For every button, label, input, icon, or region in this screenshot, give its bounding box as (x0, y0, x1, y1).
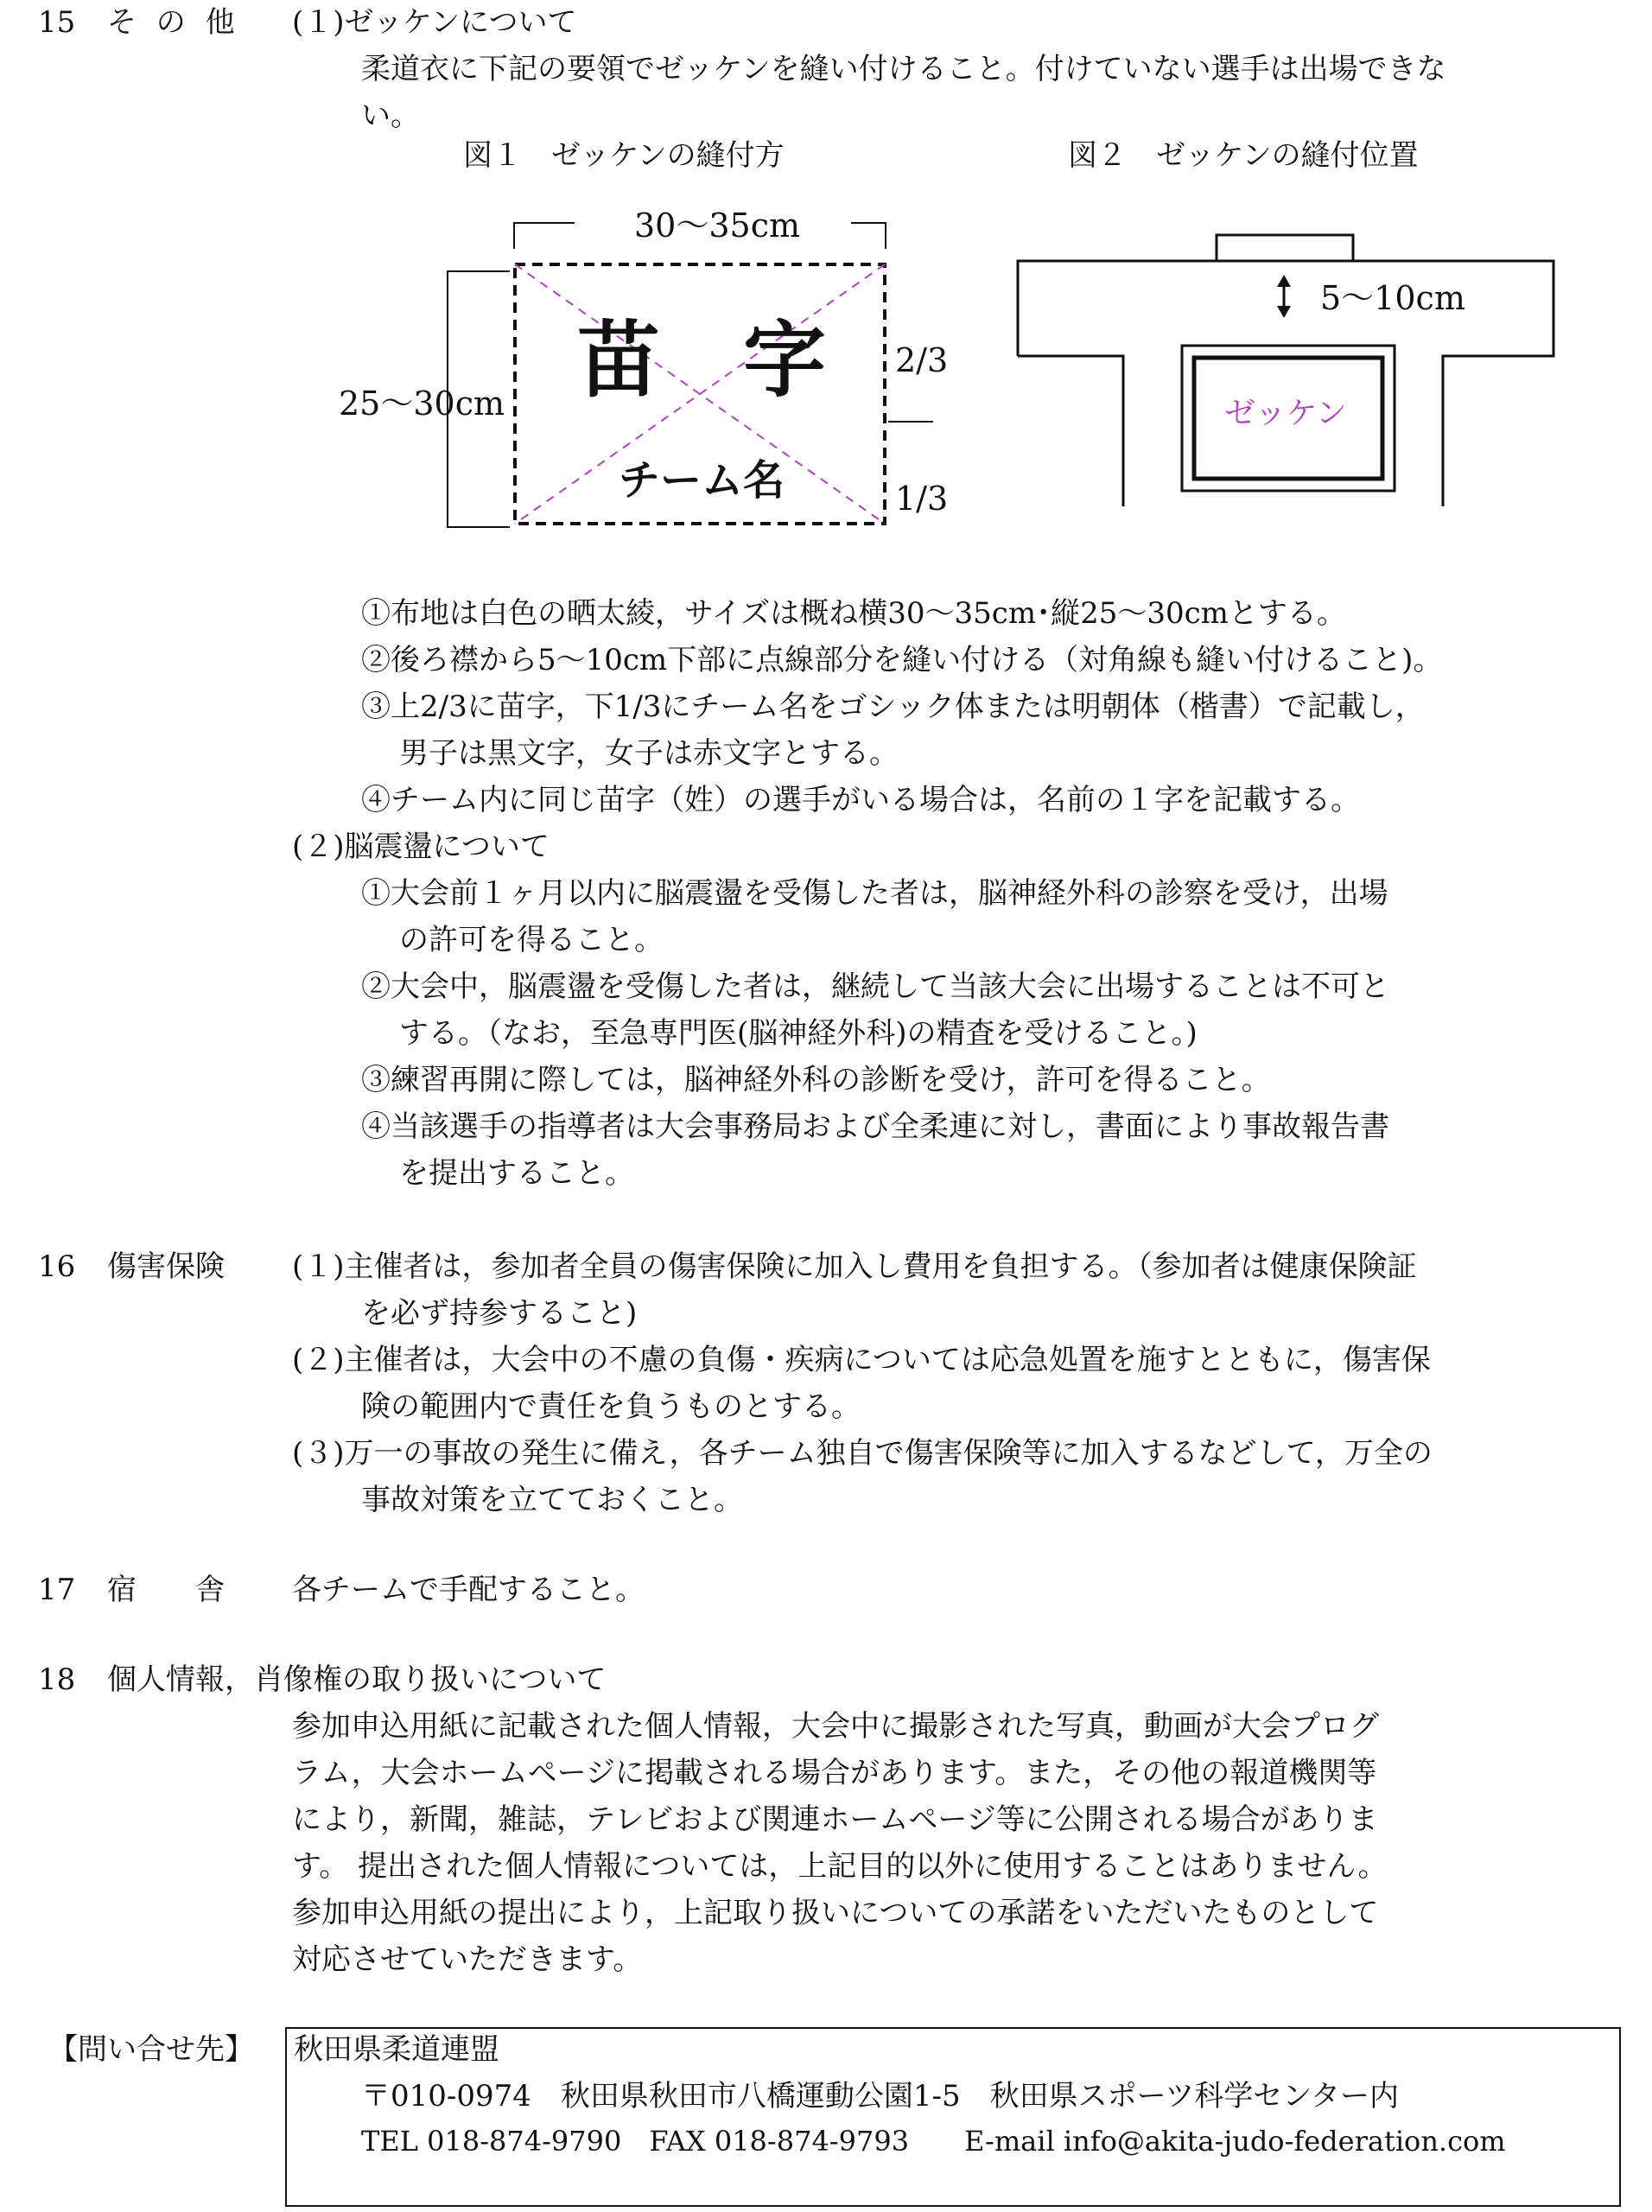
insurance-line-4: 険の範囲内で責任を負うものとする。 (361, 1389, 861, 1424)
zekken-item-3: ③上2/3に苗字，下1/3にチーム名をゴシック体または明朝体（楷書）で記載し， (361, 690, 1425, 724)
figure-2-caption: 図２ ゼッケンの縫付位置 (1068, 138, 1419, 173)
section-15-number: 15 (38, 5, 76, 40)
privacy-line-1: 参加申込用紙に記載された個人情報，大会中に撮影された写真，動画が大会プログ (292, 1709, 1379, 1744)
concussion-item-1: ①大会前１ヶ月以内に脳震盪を受傷した者は，脳神経外科の診察を受け，出場 (361, 876, 1388, 911)
zekken-item-4: ④チーム内に同じ苗字（姓）の選手がいる場合は，名前の１字を記載する。 (361, 783, 1360, 817)
lower-ratio: 1/3 (895, 480, 949, 518)
figure-1-caption: 図１ ゼッケンの縫付方 (463, 138, 785, 173)
concussion-item-1-cont: の許可を得ること。 (399, 923, 664, 957)
privacy-line-2: ラム，大会ホームページに掲載される場合があります。また，その他の報道機関等 (292, 1756, 1377, 1790)
insurance-line-2: を必ず持参すること) (361, 1296, 638, 1331)
width-bracket-right (851, 223, 886, 249)
zekken-item-3-cont: 男子は黒文字，女子は赤文字とする。 (399, 736, 899, 771)
contact-org: 秋田県柔道連盟 (294, 2032, 499, 2067)
section-15-intro-line-2: い。 (361, 99, 420, 133)
contact-label: 【問い合せ先】 (48, 2032, 254, 2067)
section-15-title: そ の 他 (107, 5, 240, 40)
shirt-outline (1018, 261, 1554, 506)
insurance-line-1: (１)主催者は，参加者全員の傷害保険に加入し費用を負担する。（参加者は健康保険証 (292, 1249, 1417, 1284)
gap-arrow-head-down (1277, 306, 1291, 318)
height-label: 25～30cm (339, 385, 505, 423)
concussion-item-4-cont: を提出すること。 (399, 1156, 634, 1191)
insurance-line-5: (３)万一の事故の発生に備え，各チーム独自で傷害保険等に加入するなどして，万全の (292, 1436, 1433, 1471)
shirt-outline-left (1018, 356, 1123, 506)
width-label: 30～35cm (633, 207, 801, 245)
concussion-item-3: ③練習再開に際しては，脳神経外科の診断を受け，許可を得ること。 (361, 1063, 1271, 1097)
zekken-item-1: ①布地は白色の晒太綾，サイズは概ね横30～35cm･縦25～30cmとする。 (361, 596, 1346, 631)
section-15-sub-1: (１)ゼッケンについて (292, 5, 577, 40)
width-bracket (514, 223, 575, 249)
section-17-title: 宿 舎 (107, 1573, 225, 1607)
section-15-intro-line-1: 柔道衣に下記の要領でゼッケンを縫い付けること。付けていない選手は出場できな (361, 52, 1446, 86)
concussion-item-2: ②大会中，脳震盪を受傷した者は，継続して当該大会に出場することは不可と (361, 969, 1389, 1004)
upper-ratio: 2/3 (895, 341, 949, 379)
gap-label: 5～10cm (1320, 279, 1465, 317)
collar-outline (1217, 235, 1353, 261)
privacy-line-6: 対応させていただきます。 (292, 1942, 643, 1977)
figure-2-diagram (1002, 207, 1573, 536)
bib-team-text: チーム名 (618, 456, 785, 505)
section-18-title: 個人情報，肖像権の取り扱いについて (107, 1662, 607, 1697)
figure-1-diagram (328, 199, 968, 544)
insurance-line-3: (２)主催者は，大会中の不慮の負傷・疾病については応急処置を施すとともに，傷害保 (292, 1343, 1431, 1377)
contact-address: 〒010-0974 秋田県秋田市八橋運動公園1-5 秋田県スポーツ科学センター内 (361, 2079, 1399, 2113)
insurance-line-6: 事故対策を立てておくこと。 (361, 1483, 743, 1517)
gap-arrow-head-up (1277, 275, 1291, 287)
concussion-item-4: ④当該選手の指導者は大会事務局および全柔連に対し，書面により事故報告書 (361, 1109, 1389, 1144)
privacy-line-3: により，新聞，雑誌，テレビおよび関連ホームページ等に公開される場合がありま (292, 1802, 1378, 1837)
privacy-line-4: す。 提出された個人情報については，上記目的以外に使用することはありません。 (292, 1849, 1388, 1884)
section-18-number: 18 (38, 1662, 76, 1697)
section-16-title: 傷害保険 (107, 1249, 225, 1284)
section-17-number: 17 (38, 1573, 76, 1607)
section-16-number: 16 (38, 1249, 76, 1284)
concussion-item-2-cont: する。（なお，至急専門医(脳神経外科)の精査を受けること。) (399, 1016, 1198, 1051)
bib-label: ゼッケン (1224, 396, 1347, 431)
lodging-text: 各チームで手配すること。 (292, 1573, 645, 1607)
bib-name-text: 苗 字 (577, 311, 826, 409)
section-15-sub-2: (２)脳震盪について (292, 830, 550, 864)
zekken-item-2: ②後ろ襟から5～10cm下部に点線部分を縫い付ける（対角線も縫い付けること)。 (361, 643, 1443, 677)
contact-tel-fax-email[interactable]: TEL 018-874-9790 FAX 018-874-9793 E-mail info@akita-judo-federation.com (361, 2125, 1506, 2158)
privacy-line-5: 参加申込用紙の提出により，上記取り扱いについての承諾をいただいたものとして (292, 1896, 1379, 1930)
